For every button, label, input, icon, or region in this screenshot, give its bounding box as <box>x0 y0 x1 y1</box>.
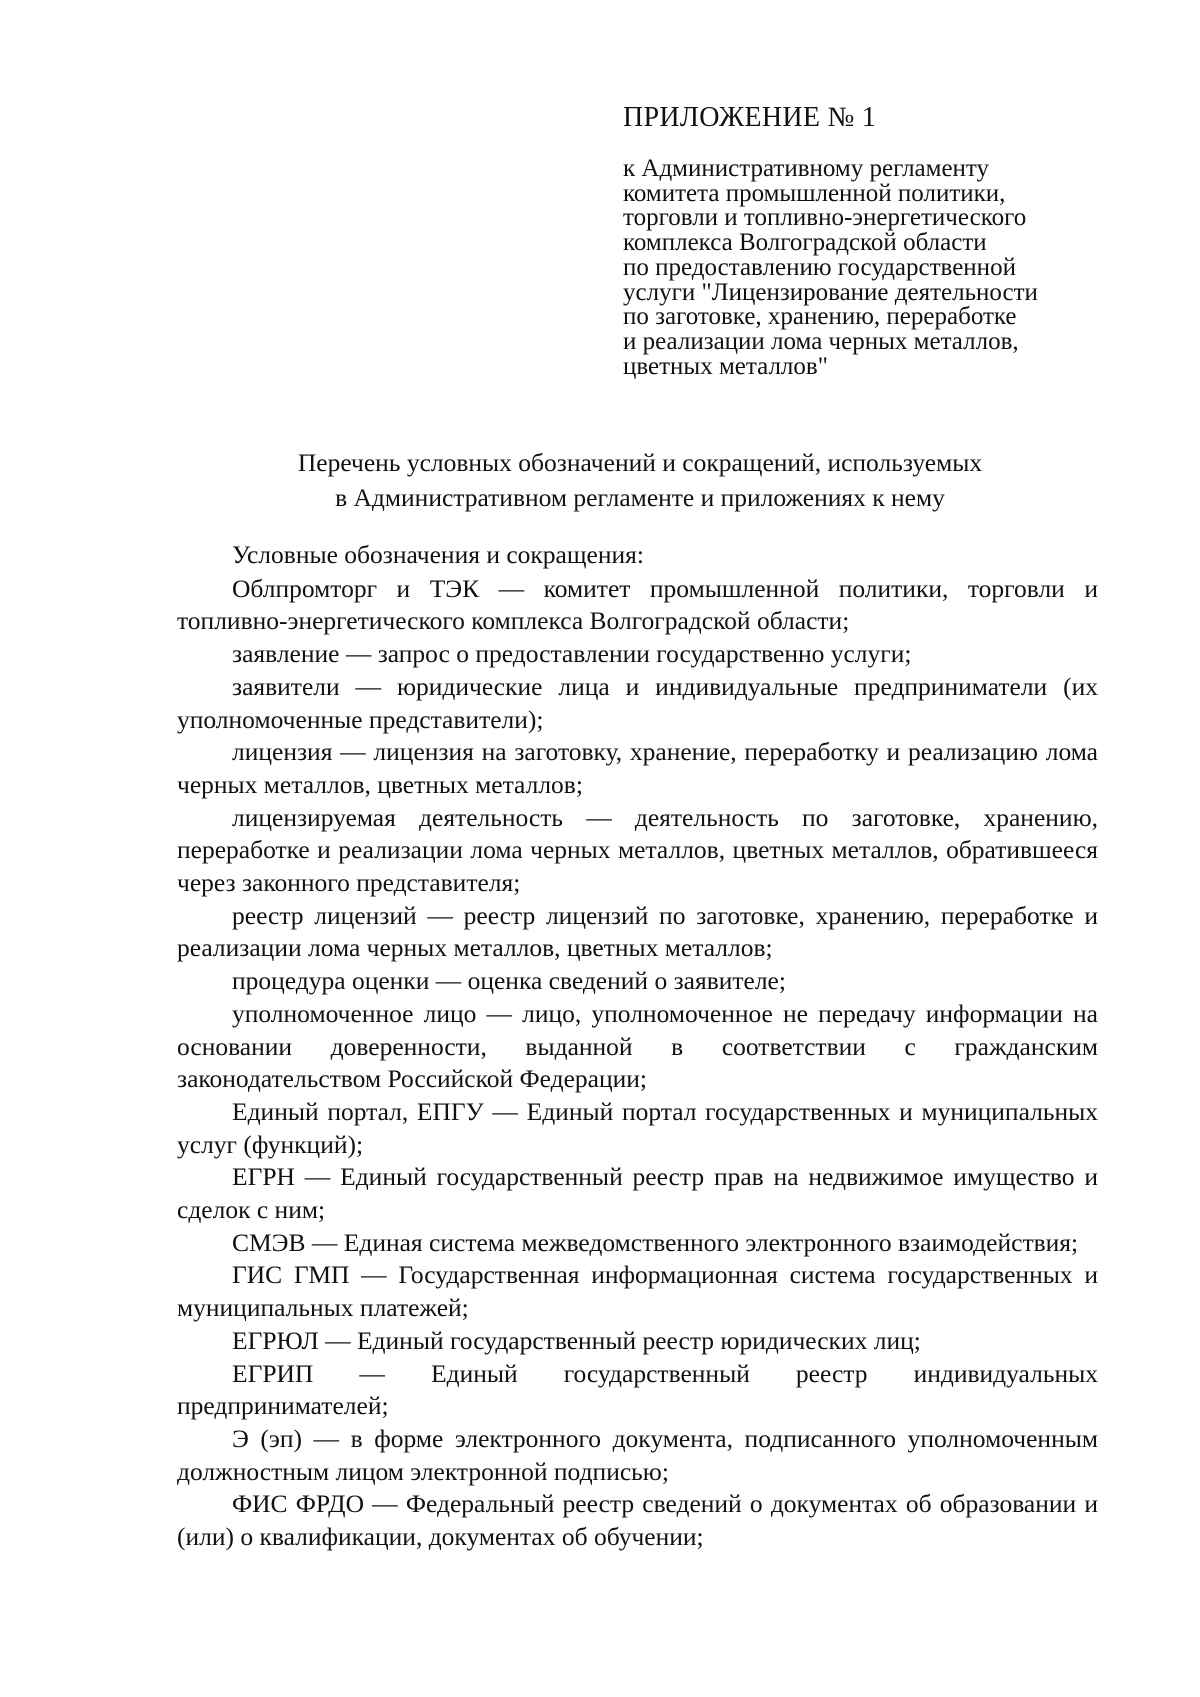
definition-paragraph: лицензия — лицензия на заготовку, хранение, переработку и реализацию лома черных металлов, цветных металлов; <box>177 737 1098 799</box>
definition-paragraph: заявление — запрос о предоставлении государственно услуги; <box>232 639 912 669</box>
appendix-note-line: цветных металлов" <box>623 352 828 380</box>
definition-paragraph: СМЭВ — Единая система межведомственного электронного взаимодействия; <box>232 1227 1079 1257</box>
definition-paragraph: ЕГРН — Единый государственный реестр прав на недвижимое имущество и сделок с ним; <box>177 1162 1098 1225</box>
definition-paragraph: Э (эп) — в форме электронного документа, подписанного уполномоченным должностным лицом электронной подписью; <box>177 1423 1098 1486</box>
definition-paragraph: ФИС ФРДО — Федеральный реестр сведений о документах об образовании и (или) о квалификации, документах об обучении; <box>177 1489 1098 1552</box>
definition-paragraph: заявители — юридические лица и индивидуальные предприниматели (их уполномоченные представители); <box>177 671 1098 734</box>
document-heading-line: в Административном регламенте и приложениях к нему <box>335 483 945 512</box>
appendix-note-line: по предоставлению государственной <box>623 253 1016 281</box>
definition-paragraph: уполномоченное лицо — лицо, уполномоченное не передачу информации на основании доверенности, выданной в соответствии с гражданским законодательством Российской Федерации; <box>177 998 1098 1094</box>
definition-paragraph: Единый портал, ЕПГУ — Единый портал государственных и муниципальных услуг (функций); <box>177 1096 1098 1159</box>
definition-paragraph: реестр лицензий — реестр лицензий по заготовке, хранению, переработке и реализации лома черных металлов, цветных металлов; <box>177 900 1098 963</box>
definition-paragraph: ГИС ГМП — Государственная информационная система государственных и муниципальных платежей; <box>177 1260 1098 1323</box>
appendix-note-line: комплекса Волгоградской области <box>623 229 987 257</box>
appendix-note-line: к Административному регламенту <box>623 155 990 182</box>
document-body <box>177 539 1098 1554</box>
appendix-note-line: по заготовке, хранению, переработке <box>623 303 1017 331</box>
definition-paragraph: ЕГРИП — Единый государственный реестр индивидуальных предпринимателей; <box>177 1358 1098 1421</box>
definition-paragraph: лицензируемая деятельность — деятельность по заготовке, хранению, переработке и реализации лома черных металлов, цветных металлов, обратившееся через законного представителя; <box>177 802 1098 898</box>
document-heading <box>180 445 1100 515</box>
appendix-note-line: комитета промышленной политики, <box>623 179 1006 207</box>
definition-paragraph: Облпромторг и ТЭК — комитет промышленной политики, торговли и топливно-энергетического комплекса Волгоградской области; <box>177 573 1098 636</box>
definition-paragraph: ЕГРЮЛ — Единый государственный реестр юридических лиц; <box>232 1325 921 1355</box>
appendix-note-line: и реализации лома черных металлов, <box>623 327 1019 355</box>
appendix-note-line: торговли и топливно-энергетического <box>623 204 1027 232</box>
appendix-note-line: услуги "Лицензирование деятельности <box>623 278 1038 306</box>
definition-paragraph: процедура оценки — оценка сведений о заявителе; <box>232 966 786 996</box>
appendix-title: ПРИЛОЖЕНИЕ № 1 <box>623 102 877 133</box>
document-heading-line: Перечень условных обозначений и сокращений, используемых <box>297 448 983 477</box>
appendix-note <box>623 157 1093 379</box>
body-intro: Условные обозначения и сокращения: <box>232 540 644 569</box>
